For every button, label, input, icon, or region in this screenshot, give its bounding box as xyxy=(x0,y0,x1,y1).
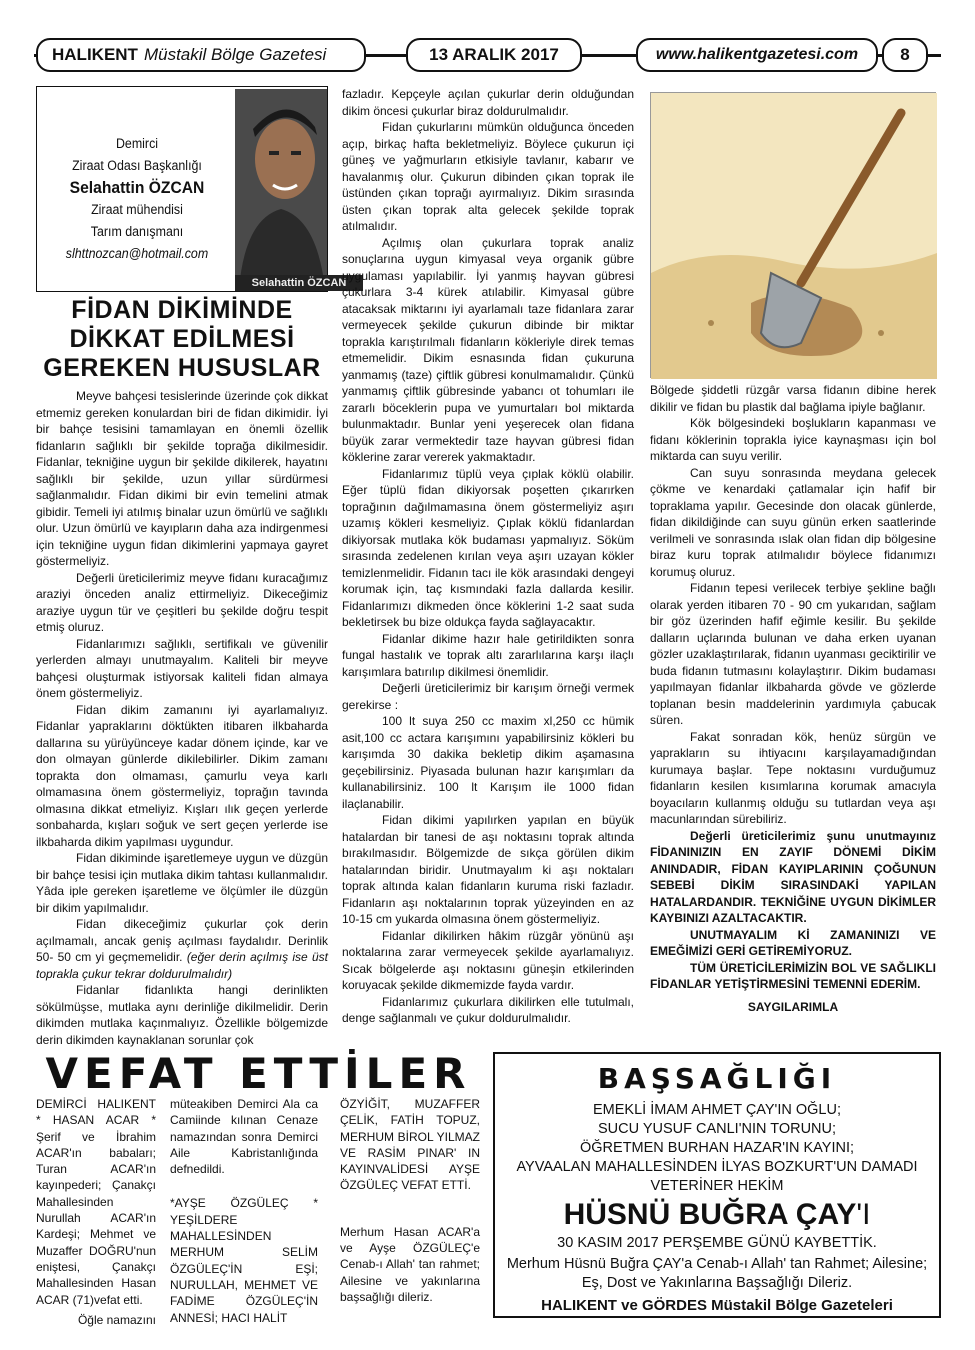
deceased-name-suffix: 'I xyxy=(856,1198,871,1231)
condolence-line: EMEKLİ İMAM AHMET ÇAY'IN OĞLU; xyxy=(593,1102,841,1118)
paragraph-text: Fidan dikeceğimiz çukurlar çok derin açılmamalı, ancak geniş açılması faydalıdır. Derinlik 50- 50 cm yi geçmemelidir. xyxy=(36,917,328,964)
paragraph xyxy=(36,916,328,982)
paper-subtitle: Müstakil Bölge Gazetesi xyxy=(143,45,327,64)
condolence-date: 30 KASIM 2017 PERŞEMBE GÜNÜ KAYBETTİK. xyxy=(557,1235,877,1251)
shovel-illustration xyxy=(650,92,936,378)
condolence-message: Merhum Hüsnü Buğra ÇAY'a Cenab-ı Allah' tan Rahmet; Ailesine; Eş, Dost ve Yakınlarına Başsağlığı Dileriz. xyxy=(506,1256,928,1291)
article-column-3 xyxy=(650,382,936,1022)
obituary-text: DEMİRCİ HALIKENT * HASAN ACAR * Şerif ve İbrahim ACAR'ın babaları; Turan ACAR'ın kayınpederi; Çanakçı Mahallesinden Nurullah ACAR'ın Kardeşi; Mehmet ve Muzaffer DOĞRU'nun eniştesi, Çanakçı Mahallesinden Hasan ACAR (71)vefat etti. xyxy=(36,1097,156,1307)
paragraph: Fidan dikim zamanını iyi ayarlamalıyız. Fidanlar yapraklarını döktükten itibaren ilkbaharda dallarına su yürüyünceye kadar dönem içinde, kar ve don olmayan günlerde dikilebilirler. Dikim zamanı toprakta don olmaması, çamurlu veya karlı olmamasına önem göstermeliyiz, toprağın tavında olmasına dikkat etmeliyiz. Kışları ılık geçen yerlerde sonbaharda, kışları soğuk ve sert geçen yerlerde ise ilkbaharda dikim yapılması uygundur. xyxy=(36,702,328,849)
author-photo xyxy=(235,89,327,289)
paragraph: Bölgede şiddetli rüzgâr varsa fidanın dibine herek dikilir ve fidan bu plastik dal bağlama ipiyle bağlanır. xyxy=(650,383,936,414)
condolence-title: BAŞSAĞLIĞI xyxy=(597,1062,837,1095)
paragraph: Kök bölgesindeki boşlukların kapanması ve fidanı köklerinin toprakla iyice kaynaşması için bol miktarda can suyu verilir. xyxy=(650,416,936,463)
obituary-column-3 xyxy=(340,1096,480,1305)
condolence-box xyxy=(493,1052,941,1318)
author-org-2: Ziraat Odası Başkanlığı xyxy=(72,158,202,173)
closing-paragraph: TÜM ÜRETİCİLERİMİZİN BOL VE SAĞLIKLI FİDANLAR YETİŞTİRMESİNİ TEMENNİ EDERİM. xyxy=(650,960,936,991)
paragraph: fazladır. Kepçeyle açılan çukurlar derin olduğundan dikim öncesi çukurlar biraz doldurulmalıdır. xyxy=(342,87,634,118)
closing-paragraph: Değerli üreticilerimiz şunu unutmayınız FİDANINIZIN EN ZAYIF DÖNEMİ DİKİM ANINDADIR, FİDAN KAYIPLARININ ÇOĞUNUN SEBEBİ DİKİM SIRASINDAKİ YAPILAN HATALARDANDIR. TEKNİĞİNE UYGUN DİKİMLER KAYBINIZI AZALTACAKTIR. xyxy=(650,828,936,925)
obituary-title: VEFAT ETTİLER xyxy=(45,1049,472,1098)
condolence-line: VETERİNER HEKİM xyxy=(650,1178,784,1194)
obituary-text: müteakiben Demirci Ala ca Camiinde kılınan Cenaze namazından sonra Demirci Aile Kabristanlığında defnedildi. xyxy=(170,1097,318,1177)
obituary-text: Merhum Hasan ACAR'a ve Ayşe ÖZGÜLEÇ'e Cenab-ı Allah' tan rahmet; Ailesine ve yakınlarına başsağlığı dileriz. xyxy=(340,1224,480,1304)
masthead xyxy=(36,38,366,72)
paragraph: Fidan dikiminde işaretlemeye uygun ve düzgün bir bahçe tesisi için mutlaka dikim tahtası kullanmalıdır. Yâda iple gereken işaretleme ve ölçümler ile düzgün bir dikim yapılmalıdır. xyxy=(36,851,328,915)
obituary-text: *AYŞE ÖZGÜLEÇ * YEŞİLDERE MAHALLESİNDEN MERHUM SELİM ÖZGÜLEÇ'İN EŞİ; NURULLAH, MEHMET VE FADİME ÖZGÜLEÇ'İN ANNESİ; HACI HALİT xyxy=(170,1196,318,1325)
author-title-2: Tarım danışmanı xyxy=(90,224,184,239)
paragraph-note: (eğer derin açılmış ise üst toprakla çukur tekrar doldurulmalıdır) xyxy=(36,950,328,981)
deceased-name xyxy=(495,1198,939,1232)
issue-date: 13 ARALIK 2017 xyxy=(406,38,582,72)
paragraph: Fidan dikimi yapılırken yapılan en büyük hatalardan bir tanesi de aşı noktasını toprak altında bırakılmasıdır. Bölgemizde de sıkça görülen dikim hatalarından biridir. Unutmayalım ki aşı noktaları toprak altında kalan fidanların kuruma riski fazladır. Fidanların aşı noktalarının toprak yüzeyinden en az 10-15 cm yukarda olmasına önem göstermeliyiz. xyxy=(342,813,634,926)
page-number: 8 xyxy=(882,38,928,72)
obituary-text: ÖZYİĞİT, MUZAFFER ÇELİK, FATİH TOPUZ, MERHUM BİROL YILMAZ VE RASİM PINAR' IN KAYINVALİDESİ AYŞE ÖZGÜLEÇ VEFAT ETTİ. xyxy=(340,1097,480,1193)
paragraph: 100 lt suya 250 cc maxim xl,250 cc hümik asit,100 cc actara karışımını yapabilirsiniz kökleri bu karışımda 30 dakika bekletip dikim aşamasına geçebilirsiniz. Piyasada bulunan hazır karışımları da kullanabilirsiniz. 100 lt Karışım ile 1000 fidan ilaçlanabilir. xyxy=(342,714,634,811)
condolence-line: ÖĞRETMEN BURHAN HAZAR'IN KAYINI; xyxy=(580,1140,854,1156)
closing-paragraph: UNUTMAYALIM Kİ ZAMANINIZI VE EMEĞİMİZİ GERİ GETİREMİYORUZ. xyxy=(650,927,936,958)
paragraph: Fidanlarımızı sağlıklı, sertifikalı ve güvenilir yerlerden almayı unutmayalım. Kaliteli bir meyve bahçesi oluşturmak istiyorsak kaliteli fidan almaya önem göstermeliyiz. xyxy=(36,636,328,700)
paper-name: HALIKENT xyxy=(52,45,138,64)
obituary-text: Öğle namazını xyxy=(77,1312,156,1327)
article-column-1 xyxy=(36,388,328,1047)
author-email[interactable]: slhttnozcan@hotmail.com xyxy=(65,246,209,261)
paragraph: Fidanın tepesi verilecek terbiye şekline bağlı olarak yerden itibaren 70 - 90 cm yukarıdan, sağlam bir göz üzerinden hafif eğimle kesilir. Bu şekilde dalların uçlarında bulunan ve daha erken uyanan gözler uzaklaştırılarak, fidanın uyanması geciktirilir ve buda fidanın tutmasını kolaylaştırır. Dikim budaması yapılmayan fidanlar ilkbaharda gövde ve gözlerde toplanan besin maddelerinin yardımıyla çabucak süren. xyxy=(650,581,936,727)
condolence-footer: HALIKENT ve GÖRDES Müstakil Bölge Gazeteleri xyxy=(541,1297,893,1314)
condolence-line: SUCU YUSUF CANLI'NIN TORUNU; xyxy=(597,1121,837,1137)
paragraph: Fidan çukurlarını mümkün olduğunca önceden açıp, birkaç hafta bekletmeliyiz. Böylece çukurun içi güneş ve yağmurların etkisiyle tavlanır, kabarır ve havalanmış olur. Çukurun dibinden çıkan toprak ile üstünden çıkan toprağı ayırmalıyız. Dikim sırasında üsten çıkan toprak alta gelecek şekilde toprak atılmalıdır. xyxy=(342,120,634,233)
paragraph: Meyve bahçesi tesislerinde üzerinde çok dikkat etmemiz gereken konulardan biri de fidan dikimidir. İyi bir bahçe tesisini tamamlayan en önemli özellik fidanların sağlıklı bir şekilde toprağa dikilmesidir. Fidanlar, tekniğine uygun bir şekilde dikilerek, hayatını sağlıklı bir şekilde, uzun yıllar sürdürmesi sağlanmalıdır. Fidan dikimi bir evin temelini atmak gibidir. Temeli iyi atılmış binalar uzun ömürlü ve sağlıklı olur. Uzun ömürlü ve kayıpların daha aza indirgenmesi için tekniğine uygun fidan dikimlerini yapmaya gayret göstermeliyiz. xyxy=(36,389,328,568)
obituary-column-1 xyxy=(36,1096,156,1328)
paragraph: Değerli üreticilerimiz meyve fidanı kuracağımız araziyi önceden analiz ettirmeliyiz. Dikeceğimiz araziye uygun tür ve çeşitleri bu şekilde doğru tespit etmiş oluruz. xyxy=(36,570,328,634)
condolence-line: AYVAALAN MAHALLESİNDEN İLYAS BOZKURT'UN DAMADI xyxy=(516,1159,918,1175)
article-column-2 xyxy=(342,86,634,1041)
paragraph: Fidanlarımız çukurlara dikilirken elle tutulmalı, denge sağlanmalı ve çukur doldurulmalıdır. xyxy=(342,994,634,1025)
author-name: Selahattin ÖZCAN xyxy=(69,178,205,197)
paragraph: Fidanlar dikilirken hâkim rüzgâr yönünü aşı noktalarına zarar vermeyecek şekilde ayarlamalıyız. Sıcak bölgelerde aşı noktasını güneşin etkilerinden koruyacak şekilde dikmemizde fayda vardır. xyxy=(342,928,634,992)
author-info xyxy=(51,133,224,265)
paragraph: Fakat sonradan kök, henüz sürgün ve yaprakların su ihtiyacını karşılayamadığından kurumaya başlar. Tepe noktasını vurduğumuz fidanların kesilen kısımlarına korumak amacıyla boyacıların kullanmış olduğu su tutlardan veya aşı macunlarından sürebiliriz. xyxy=(650,729,936,826)
obituary-column-2 xyxy=(170,1096,318,1326)
paragraph: Fidanlarımız tüplü veya çıplak köklü olabilir. Eğer tüplü fidan dikiyorsak poşetten çıkarırken toprağının dağılmamasına önem göstermeliyiz aşırı uzamış kökleri kesmeliyiz. Çıplak köklü fidanlardan dikiyorsak mutlaka kök budaması yapmalıyız. Söküm sırasında zedelenen kırılan veya aşırı uzayan kökler temizlenmelidir. Fidanın tacı ile kök arasındaki dengeyi korumak için, taç kısmındaki fazla dallarda kesilir. Fidanlarımızı dikmeden önce köklerini 1-2 saat suda bekletirsek bu bize oldukça fayda sağlayacaktır. xyxy=(342,466,634,629)
article-headline: FİDAN DİKİMİNDE DİKKAT EDİLMESİ GEREKEN HUSUSLAR xyxy=(43,296,321,382)
paragraph: Açılmış olan çukurlara toprak analiz sonuçlarına uygun kimyasal veya organik gübre uygulaması yapılabilir. İyi yanmış hayvan gübresi çukurlara 3-4 kürek atılabilir. Kimyasal gübre atacaksak miktarını iyi ayarlamalı taze fidanlara zarar vermeyecek şekilde çukurun dibinde bir miktar toprakla karıştırılmalı fidanların kökleriyle direk temas etmemelidir. Dikim esnasında fidan çukuruna yanmamış (taze) çiftlik gübresi konulmamalıdır. Çünkü yanmamış çiftlik gübresinde yabancı ot tohumları ile zararlı böceklerin pupa ve yumurtaları bol miktarda bulunmaktadır. Bunlar yeni yeşerecek olan fidana büyük zarar vermektedir taze hayvan gübresi fidan köklerine zarar vererek yakmaktadır. xyxy=(342,235,634,464)
author-title: Ziraat mühendisi xyxy=(91,202,183,217)
author-org: Demirci xyxy=(115,136,159,151)
author-box xyxy=(36,86,347,292)
paragraph: Fidanlar fidanlıkta hangi derinlikten sökülmüşse, mutlaka aynı derinliğe dikilmelidir. Derin dikimden mutlaka kaçınmalıyız. Özellikle bölgemizde derin dikimden kaynaklanan sorunlar çok xyxy=(36,983,328,1047)
photo-caption: Selahattin ÖZCAN xyxy=(235,275,363,291)
condolence-relations xyxy=(495,1101,939,1196)
paragraph: Fidanlar dikime hazır hale getirildikten sonra fungal hastalık ve toprak altı zararlılarına karşı ilaçlı karışımlara batırılıp dikilmesi önemlidir. xyxy=(342,631,634,679)
deceased-name-text: HÜSNÜ BUĞRA ÇAY xyxy=(563,1198,857,1231)
signoff: SAYGILARIMLA xyxy=(747,999,839,1014)
paragraph: Değerli üreticilerimiz bir karışım örneği vermek gerekirse : xyxy=(342,681,634,712)
website-link[interactable]: www.halikentgazetesi.com xyxy=(636,38,878,72)
paragraph: Can suyu sonrasında meydana gelecek çökme ve kenardaki çatlamalar için hafif bir topraklama yapılır. Gecesinde don olacak günlerde, fidan dikildiğinde can suyu günün erken saatlerinde verilmeli ve sonrasında ıslak olan fidan dip bölgesine biraz kuru toprak atılmalıdır böylece fidanımızı korumuş oluruz. xyxy=(650,465,936,579)
